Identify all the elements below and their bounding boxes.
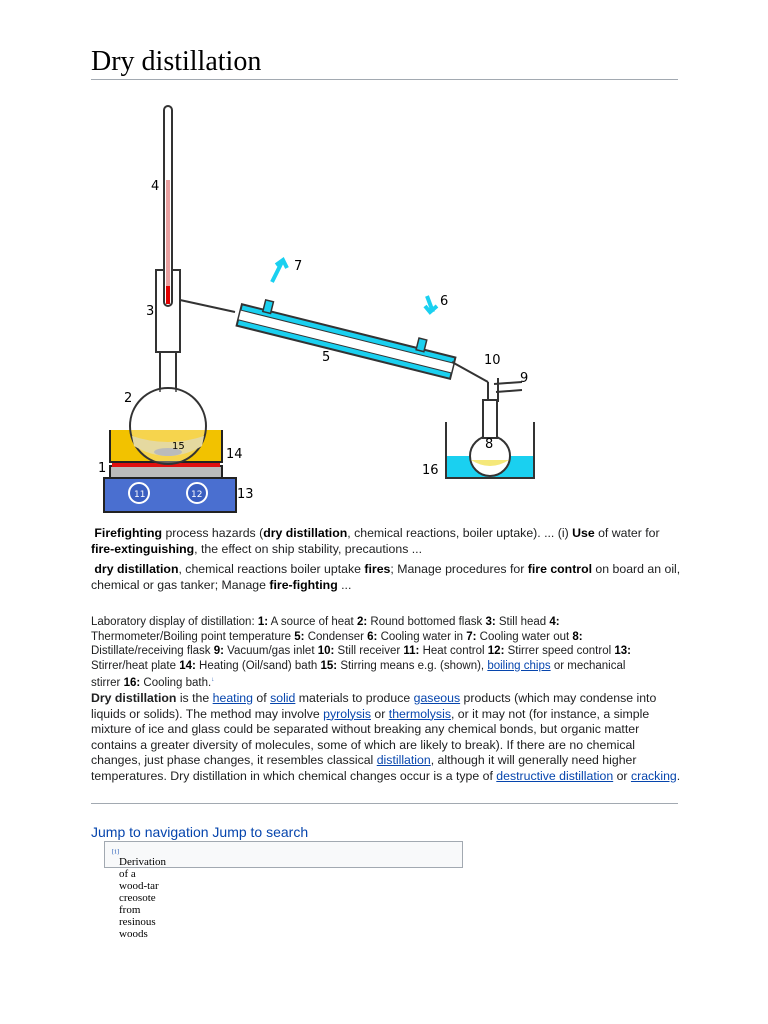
- diagram-label-3: 3: [146, 304, 155, 319]
- title-divider: [91, 79, 678, 80]
- diagram-label-2: 2: [124, 391, 133, 406]
- infobox-text: Derivation of a wood-tar creosote from resinous woods: [119, 856, 167, 940]
- search-snippet-1: Firefighting process hazards (dry distillation, chemical reactions, boiler uptake). ... (i) Use of water for fire-extinguishing, the effect on ship stability, precautions ...: [91, 526, 660, 556]
- search-snippet-2: dry distillation, chemical reactions boiler uptake fires; Manage procedures for fire control on board an oil, chemical or gas tanker; Manage fire-fighting ...: [91, 562, 681, 592]
- link-boiling-chips[interactable]: boiling chips: [487, 659, 551, 672]
- diagram-label-11: 11: [134, 490, 146, 500]
- jump-to-navigation-link[interactable]: Jump to navigation: [91, 824, 209, 840]
- jump-to-search-link[interactable]: Jump to search: [212, 824, 309, 840]
- diagram-label-10: 10: [484, 353, 501, 368]
- heat-source-plate: [110, 466, 222, 478]
- link-cracking[interactable]: cracking: [630, 768, 677, 783]
- article-paragraph: Dry distillation is the heating of solid materials to produce gaseous products (which may condense into liquids or solids). The method may involve pyrolysis or thermolysis, or it may not (for instance, a simple mixture of ice and glass could be separated without breaking any chemical bonds, but organic matter contains a greater diversity of molecules, some of which are likely to break). If there are no chemical changes, just phase changes, it resembles classical distillation, although it will generally need higher temperatures. Dry distillation in which chemical changes occur is a type of destructive distillation or cracking.: [91, 691, 681, 783]
- link-thermolysis[interactable]: thermolysis: [388, 706, 451, 721]
- link-gaseous[interactable]: gaseous: [413, 691, 461, 705]
- diagram-label-9: 9: [520, 371, 529, 386]
- diagram-label-14: 14: [226, 447, 243, 462]
- infobox-reference[interactable]: [1]: [112, 849, 119, 856]
- diagram-label-4: 4: [151, 179, 160, 194]
- link-heating[interactable]: heating: [212, 691, 253, 705]
- link-solid[interactable]: solid: [270, 691, 296, 705]
- diagram-label-12: 12: [191, 490, 203, 500]
- diagram-label-5: 5: [322, 350, 331, 365]
- diagram-label-13: 13: [237, 487, 254, 502]
- link-distillation[interactable]: distillation: [376, 753, 431, 768]
- diagram-label-8: 8: [485, 437, 494, 452]
- figure-caption: Laboratory display of distillation: 1: A source of heat 2: Round bottomed flask 3: Still head 4: Thermometer/Boiling point temperature 5: Condenser 6: Cooling water in 7: Cooling water out 8: Distillate/receiving flask 9: Vacuum/gas inlet 10: Still receiver 11: Heat control 12: Stirrer speed control 13: Stirrer/heat plate 14: Heating (Oil/sand) bath 15: Stirring means e.g. (shown), boiling chips or mechanical stirrer 16: Cooling bath.↓: [91, 616, 631, 689]
- infobox: [104, 841, 463, 940]
- cooling-water-out-arrow: [272, 260, 287, 282]
- jump-links: [91, 824, 308, 840]
- diagram-label-16: 16: [422, 463, 439, 478]
- diagram-label-6: 6: [440, 294, 449, 309]
- link-destructive-distillation[interactable]: destructive distillation: [496, 768, 614, 783]
- page-title: Dry distillation: [91, 46, 262, 77]
- distillation-apparatus-diagram: [90, 100, 560, 520]
- diagram-label-1: 1: [98, 461, 107, 476]
- stirrer-heat-plate: [104, 478, 236, 512]
- diagram-label-7: 7: [294, 259, 303, 274]
- section-divider: [91, 803, 678, 804]
- cooling-water-in-arrow: [425, 296, 437, 312]
- diagram-label-15: 15: [172, 441, 185, 452]
- link-pyrolysis[interactable]: pyrolysis: [323, 706, 371, 721]
